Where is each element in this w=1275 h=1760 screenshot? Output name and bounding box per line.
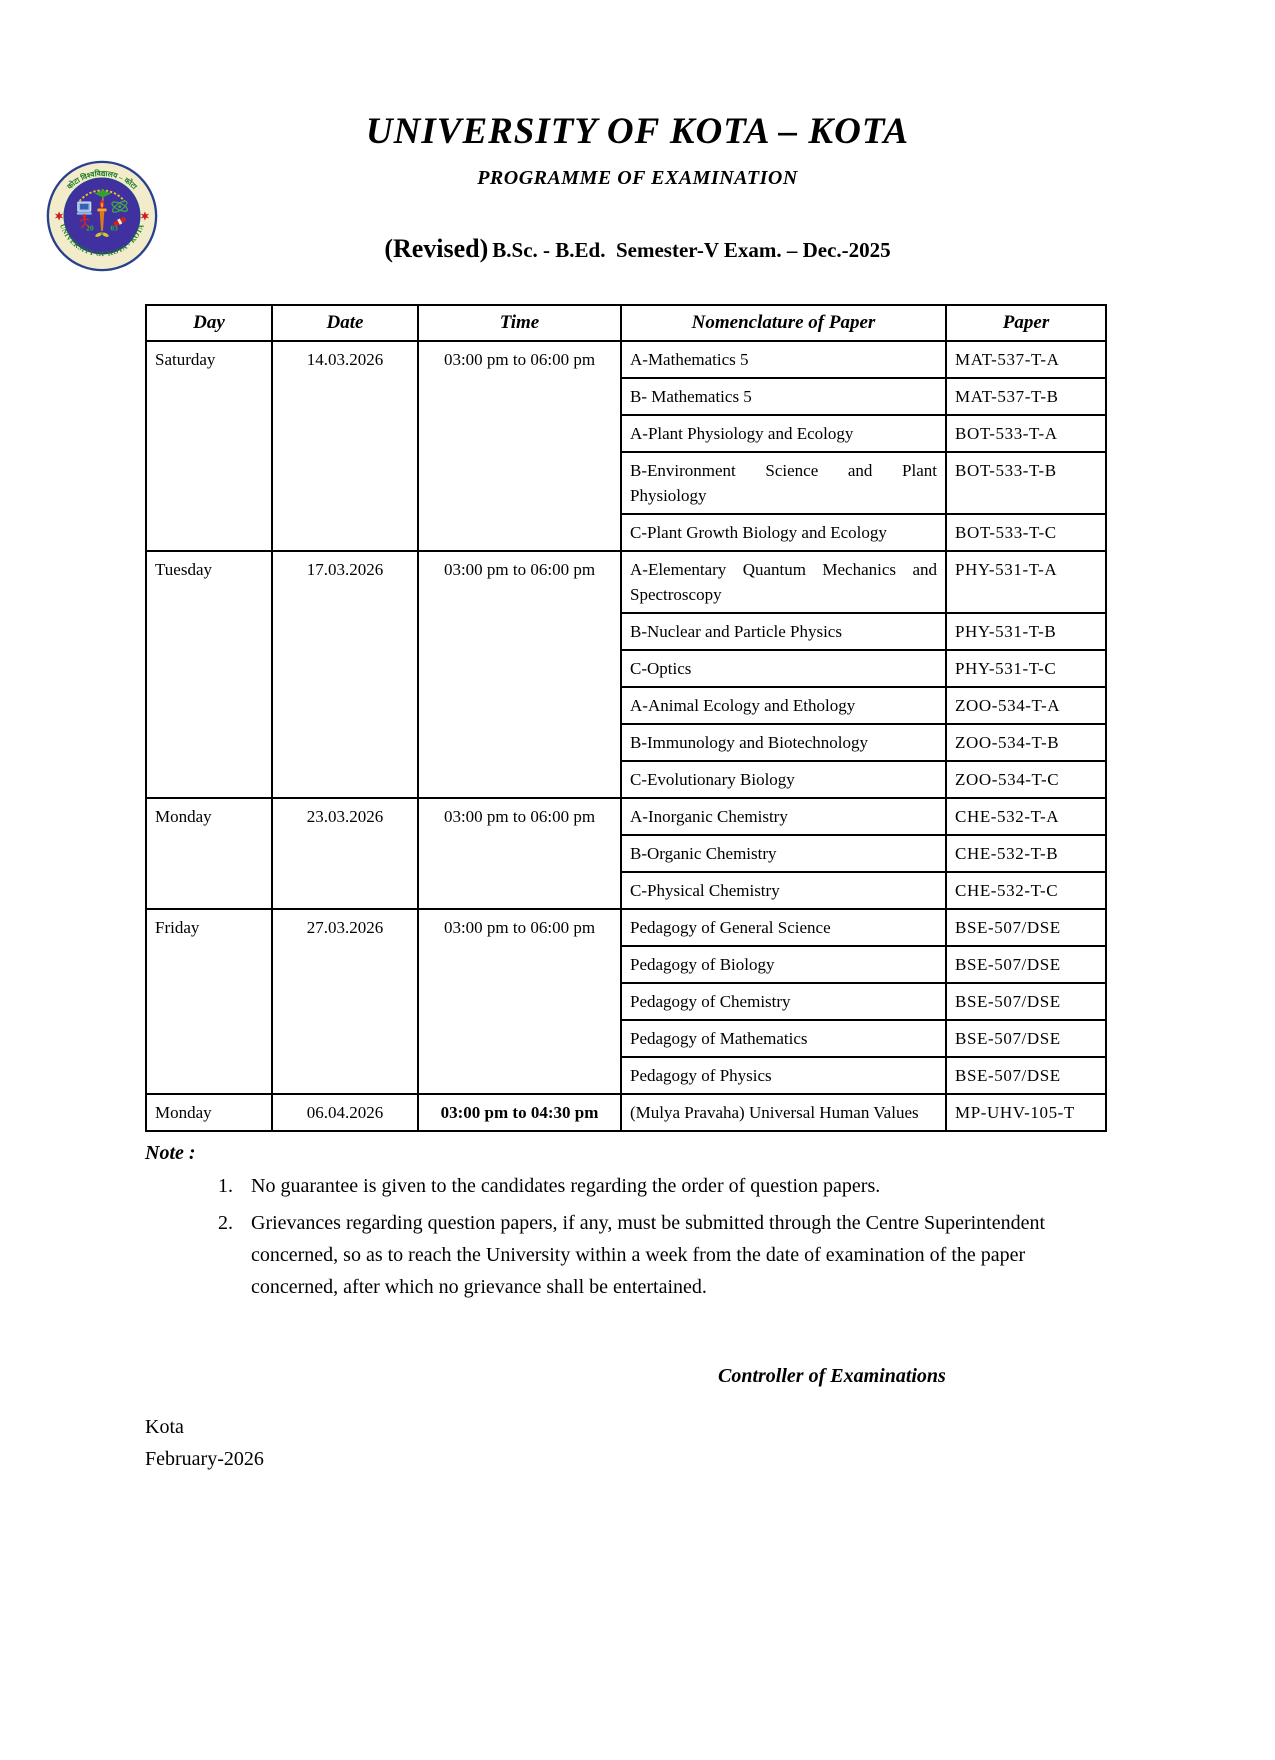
paper-name-cell: A-Inorganic Chemistry <box>621 798 946 835</box>
paper-name-cell: B-Environment Science and Plant Physiology <box>621 452 946 514</box>
paper-code-cell: MAT-537-T-A <box>946 341 1106 378</box>
note-item-number: 2. <box>218 1212 233 1234</box>
date-cell: 23.03.2026 <box>272 798 418 909</box>
column-header-paper: Paper <box>946 305 1106 341</box>
paper-name-cell: C-Optics <box>621 650 946 687</box>
page-title: UNIVERSITY OF KOTA – KOTA <box>365 111 910 152</box>
paper-code-cell: ZOO-534-T-A <box>946 687 1106 724</box>
exam-schedule <box>145 304 1105 1132</box>
paper-code-cell: BOT-533-T-C <box>946 514 1106 551</box>
paper-name-cell: B-Organic Chemistry <box>621 835 946 872</box>
paper-code-cell: BSE-507/DSE <box>946 946 1106 983</box>
issue-date-line: February-2026 <box>145 1448 264 1470</box>
seal-year-right: 03 <box>110 223 118 233</box>
date-cell: 06.04.2026 <box>272 1094 418 1131</box>
table-row <box>146 551 1106 613</box>
paper-code-cell: BSE-507/DSE <box>946 1020 1106 1057</box>
day-cell: Friday <box>146 909 272 1094</box>
paper-code-cell: MP-UHV-105-T <box>946 1094 1106 1131</box>
paper-name-cell: B-Immunology and Biotechnology <box>621 724 946 761</box>
date-cell: 27.03.2026 <box>272 909 418 1094</box>
paper-code-cell: PHY-531-T-C <box>946 650 1106 687</box>
paper-name-cell: A-Elementary Quantum Mechanics and Spectroscopy <box>621 551 946 613</box>
time-cell: 03:00 pm to 06:00 pm <box>418 798 621 909</box>
page-subtitle: PROGRAMME OF EXAMINATION <box>477 167 798 189</box>
exam-session-label: B.Sc. - B.Ed. Semester-V Exam. – Dec.-2025 <box>492 238 891 262</box>
paper-code-cell: PHY-531-T-A <box>946 551 1106 613</box>
paper-name-cell: Pedagogy of Chemistry <box>621 983 946 1020</box>
seal-year-left: 20 <box>86 223 94 233</box>
day-cell: Monday <box>146 1094 272 1131</box>
paper-code-cell: BSE-507/DSE <box>946 983 1106 1020</box>
exam-title <box>0 234 1275 264</box>
paper-code-cell: PHY-531-T-B <box>946 613 1106 650</box>
university-seal-icon <box>46 160 158 272</box>
exam-schedule-table <box>145 304 1107 1132</box>
date-cell: 14.03.2026 <box>272 341 418 551</box>
note-item-text: No guarantee is given to the candidates regarding the order of question papers. <box>251 1175 881 1197</box>
paper-name-cell: B- Mathematics 5 <box>621 378 946 415</box>
paper-name-cell: C-Physical Chemistry <box>621 872 946 909</box>
column-header-date: Date <box>272 305 418 341</box>
paper-code-cell: BOT-533-T-B <box>946 452 1106 514</box>
table-row <box>146 798 1106 835</box>
column-header-nomenclature: Nomenclature of Paper <box>621 305 946 341</box>
paper-code-cell: BOT-533-T-A <box>946 415 1106 452</box>
table-row <box>146 1094 1106 1131</box>
paper-code-cell: ZOO-534-T-C <box>946 761 1106 798</box>
day-cell: Monday <box>146 798 272 909</box>
note-item-number: 1. <box>218 1175 233 1197</box>
signature-title: Controller of Examinations <box>718 1365 946 1387</box>
paper-code-cell: CHE-532-T-B <box>946 835 1106 872</box>
note-label: Note : <box>145 1142 196 1164</box>
seal-top-arc-text: कोटा विश्वविद्यालय – कोटा <box>65 168 139 192</box>
day-cell: Tuesday <box>146 551 272 798</box>
date-cell: 17.03.2026 <box>272 551 418 798</box>
revised-label: (Revised) <box>384 234 489 263</box>
column-header-day: Day <box>146 305 272 341</box>
seal-bottom-arc-text: UNIVERSITY OF KOTA - KOTA <box>58 222 146 259</box>
note-item <box>145 1170 1120 1202</box>
paper-name-cell: B-Nuclear and Particle Physics <box>621 613 946 650</box>
time-cell: 03:00 pm to 06:00 pm <box>418 909 621 1094</box>
table-row <box>146 341 1106 378</box>
table-header-row <box>146 305 1106 341</box>
time-cell: 03:00 pm to 04:30 pm <box>418 1094 621 1131</box>
paper-name-cell: Pedagogy of Mathematics <box>621 1020 946 1057</box>
paper-name-cell: A-Animal Ecology and Ethology <box>621 687 946 724</box>
paper-name-cell: Pedagogy of Physics <box>621 1057 946 1094</box>
paper-name-cell: A-Plant Physiology and Ecology <box>621 415 946 452</box>
paper-code-cell: BSE-507/DSE <box>946 909 1106 946</box>
paper-code-cell: ZOO-534-T-B <box>946 724 1106 761</box>
time-cell: 03:00 pm to 06:00 pm <box>418 341 621 551</box>
place-line: Kota <box>145 1416 184 1438</box>
note-item <box>145 1207 1120 1303</box>
paper-code-cell: BSE-507/DSE <box>946 1057 1106 1094</box>
paper-name-cell: A-Mathematics 5 <box>621 341 946 378</box>
paper-name-cell: (Mulya Pravaha) Universal Human Values <box>621 1094 946 1131</box>
note-section <box>145 1142 1120 1303</box>
paper-name-cell: Pedagogy of Biology <box>621 946 946 983</box>
document-page <box>0 110 1275 1760</box>
paper-name-cell: C-Plant Growth Biology and Ecology <box>621 514 946 551</box>
computer-icon <box>77 202 92 215</box>
note-item-text: Grievances regarding question papers, if any, must be submitted through the Centre Superintendent concerned, so as to reach the University within a week from the date of examination of the paper concerned, after which no grievance shall be entertained. <box>251 1212 1046 1298</box>
university-logo <box>46 160 158 272</box>
table-row <box>146 909 1106 946</box>
paper-code-cell: CHE-532-T-A <box>946 798 1106 835</box>
day-cell: Saturday <box>146 341 272 551</box>
paper-code-cell: MAT-537-T-B <box>946 378 1106 415</box>
paper-code-cell: CHE-532-T-C <box>946 872 1106 909</box>
time-cell: 03:00 pm to 06:00 pm <box>418 551 621 798</box>
paper-name-cell: C-Evolutionary Biology <box>621 761 946 798</box>
paper-name-cell: Pedagogy of General Science <box>621 909 946 946</box>
column-header-time: Time <box>418 305 621 341</box>
